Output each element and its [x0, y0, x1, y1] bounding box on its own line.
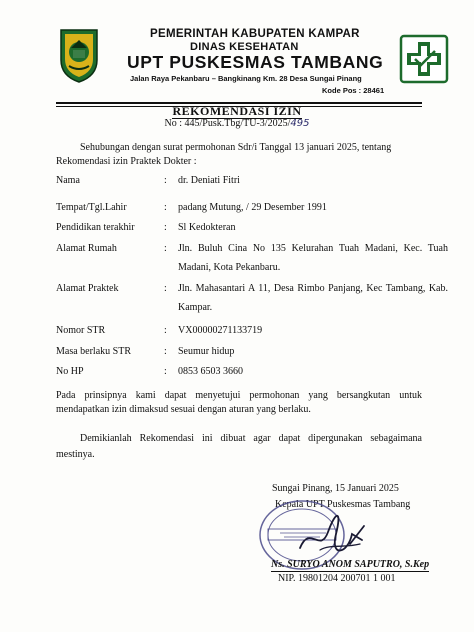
colon: :	[164, 366, 167, 377]
place-date: Sungai Pinang, 15 Januari 2025	[272, 483, 399, 494]
handwritten-signature-icon	[290, 504, 370, 560]
colon: :	[164, 175, 167, 186]
document-title: REKOMENDASI IZIN	[172, 104, 302, 118]
field-label-no-hp: No HP	[56, 366, 84, 377]
field-value-no-hp: 0853 6503 3660	[178, 366, 243, 377]
puskesmas-logo-icon	[399, 34, 449, 84]
kampar-emblem-icon	[57, 26, 101, 84]
field-label-alamat-rumah: Alamat Rumah	[56, 243, 117, 254]
signer-name: Ns. SURYO ANOM SAPUTRO, S.Kep	[271, 559, 430, 570]
field-label-masa-berlaku: Masa berlaku STR	[56, 346, 131, 357]
field-value-alamat-praktek: Jln. Mahasantari A 11, Desa Rimbo Panjang, Kec Tambang, Kab. Kampar.	[178, 283, 448, 313]
handwritten-number: 495	[290, 118, 310, 129]
field-label-alamat-praktek: Alamat Praktek	[56, 283, 119, 294]
letterhead	[0, 12, 474, 104]
field-value-alamat-rumah: Jln. Buluh Cina No 135 Kelurahan Tuah Madani, Kec. Tuah Madani, Kota Pekanbaru.	[178, 243, 448, 273]
colon: :	[164, 346, 167, 357]
intro-line-2: Rekomendasi izin Praktek Dokter :	[56, 156, 197, 167]
field-value-nomor-str: VX00000271133719	[178, 325, 263, 336]
gov-name: PEMERINTAH KABUPATEN KAMPAR	[150, 28, 360, 40]
colon: :	[164, 222, 167, 233]
institution-name: UPT PUSKESMAS TAMBANG	[127, 52, 384, 72]
colon: :	[164, 325, 167, 336]
field-value-pendidikan: Sl Kedokteran	[178, 222, 236, 233]
signer-nip: NIP. 19801204 200701 1 001	[278, 573, 396, 584]
signer-title: Kepala UPT Puskesmas Tambang	[275, 499, 411, 510]
field-value-ttl: padang Mutung, / 29 Desember 1991	[178, 202, 327, 213]
field-label-nomor-str: Nomor STR	[56, 325, 106, 336]
field-value-masa-berlaku: Seumur hidup	[178, 346, 235, 357]
field-label-pendidikan: Pendidikan terakhir	[56, 222, 135, 233]
colon: :	[164, 243, 167, 254]
address-line: Jalan Raya Pekanbaru – Bangkinang Km. 28 Desa Sungai Pinang	[130, 74, 362, 83]
paragraph-closing: Demikianlah Rekomendasi ini dibuat agar dapat dipergunakan sebagaimana mestinya.	[56, 433, 422, 460]
postal-code: Kode Pos : 28461	[322, 86, 385, 95]
intro-line-1: Sehubungan dengan surat permohonan Sdr/i Tanggal 13 januari 2025, tentang	[80, 142, 392, 153]
field-label-nama: Nama	[56, 175, 80, 186]
document-number: No : 445/Pusk.Tbg/TU-3/2025/495	[164, 118, 310, 129]
field-value-nama: dr. Deniati Fitri	[178, 175, 240, 186]
colon: :	[164, 202, 167, 213]
paragraph-approval: Pada prinsipnya kami dapat menyetujui permohonan yang bersangkutan untuk mendapatkan izin dimaksud sesuai dengan aturan yang berlaku.	[56, 390, 422, 415]
field-label-ttl: Tempat/Tgl.Lahir	[56, 202, 127, 213]
colon: :	[164, 283, 167, 294]
department-name: DINAS KESEHATAN	[190, 41, 299, 53]
